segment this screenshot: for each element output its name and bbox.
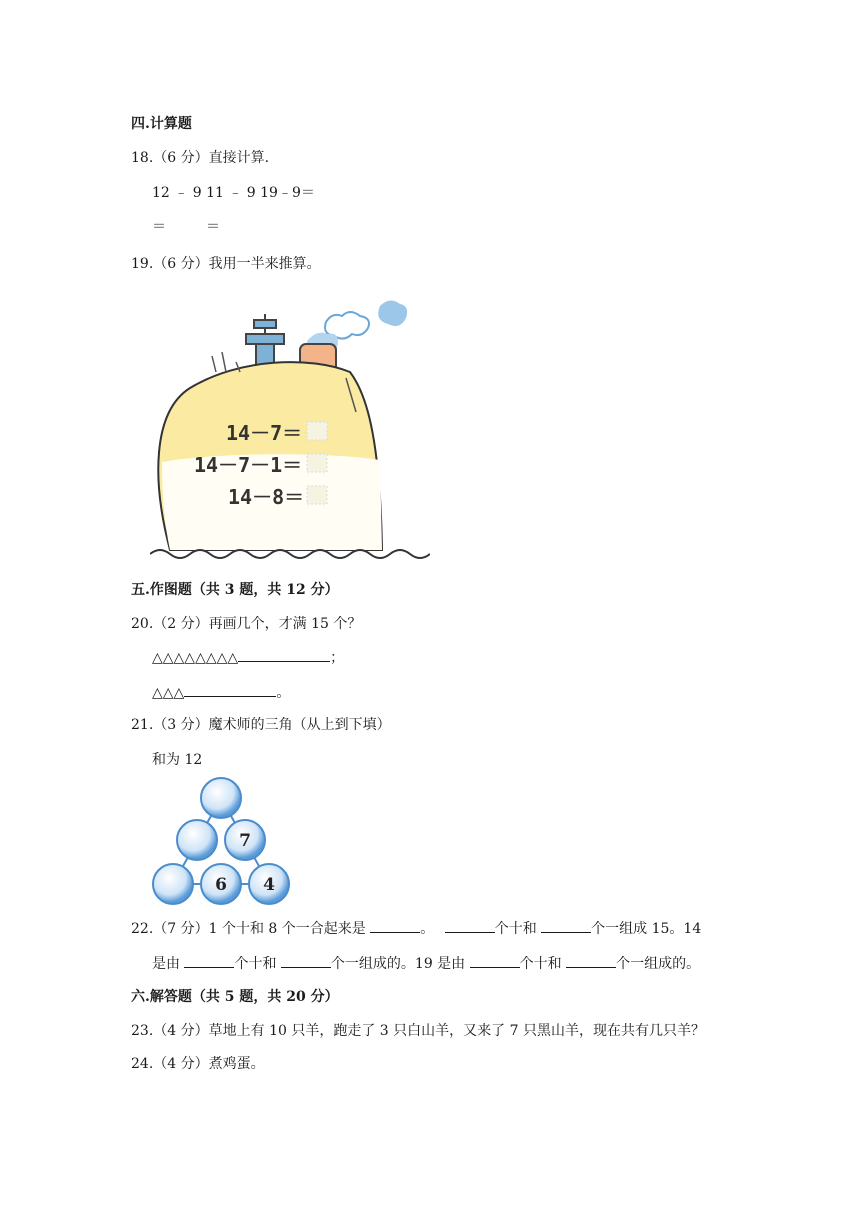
magic-triangle [146, 776, 296, 908]
question-22-line2: 是由 个十和 个一组成的。19 是由 个十和 个一组成的。 [152, 953, 700, 973]
question-23-stem: 23.（4 分）草地上有 10 只羊，跑走了 3 只白山羊，又来了 7 只黑山羊，现在共有几只羊？ [131, 1023, 705, 1039]
triangles-row-1: △△△△△△△△ [152, 650, 239, 666]
question-19-stem: 19.（6 分）我用一半来推算。 [131, 256, 321, 272]
circle-top[interactable] [201, 778, 241, 818]
triangles-row-2: △△△ [152, 685, 185, 701]
question-18-stem: 18.（6 分）直接计算. [131, 150, 270, 166]
answer-blank-22c[interactable] [541, 918, 591, 933]
circle-value-bottom-right: 4 [263, 875, 275, 895]
question-21-sum: 和为 12 [152, 752, 203, 768]
question-20-row2: △△△ 。 [152, 682, 290, 702]
answer-blank-22a[interactable] [370, 918, 420, 933]
answer-blank-22d[interactable] [184, 953, 234, 968]
answer-blank-20b[interactable] [184, 682, 276, 697]
answer-blank-22b[interactable] [445, 918, 495, 933]
question-18-row2 [152, 216, 220, 236]
question-20-stem: 20.（2 分）再画几个，才满 15 个？ [131, 616, 362, 632]
answer-blank-22g[interactable] [566, 953, 616, 968]
question-18-row1: 12 ﹣ 9 11 ﹣ 9 19﹣9＝ [152, 185, 315, 201]
equation-2: 14－7－1＝ [194, 453, 303, 477]
section-5-title: 五.作图题（共 3 题，共 12 分） [131, 582, 339, 598]
answer-blank-22e[interactable] [281, 953, 331, 968]
section-6-title: 六.解答题（共 5 题，共 20 分） [131, 989, 339, 1005]
circle-bottom-left[interactable] [153, 864, 193, 904]
answer-blank-22f[interactable] [470, 953, 520, 968]
equation-1: 14－7＝ [226, 421, 303, 445]
answer-equals-1: ＝ [152, 219, 166, 235]
question-21-stem: 21.（3 分）魔术师的三角（从上到下填） [131, 717, 391, 733]
equation-3: 14－8＝ [228, 485, 305, 509]
circle-value-bottom-mid: 6 [215, 875, 227, 895]
ship-illustration [150, 292, 430, 562]
question-24-stem: 24.（4 分）煮鸡蛋。 [131, 1056, 265, 1072]
sea-waves [150, 550, 430, 558]
answer-equals-2: ＝ [206, 219, 220, 235]
answer-blank-20a[interactable] [238, 647, 330, 662]
circle-value-mid-right: 7 [239, 831, 251, 851]
question-22-line1: 22.（7 分）1 个十和 8 个一合起来是 。 个十和 个一组成 15。14 [131, 918, 701, 938]
circle-mid-left[interactable] [177, 820, 217, 860]
question-20-row1: △△△△△△△△ ； [152, 647, 344, 667]
answer-box-3[interactable] [307, 486, 327, 504]
answer-box-2[interactable] [307, 454, 327, 472]
answer-box-1[interactable] [307, 422, 327, 440]
section-4-title: 四.计算题 [131, 116, 192, 132]
